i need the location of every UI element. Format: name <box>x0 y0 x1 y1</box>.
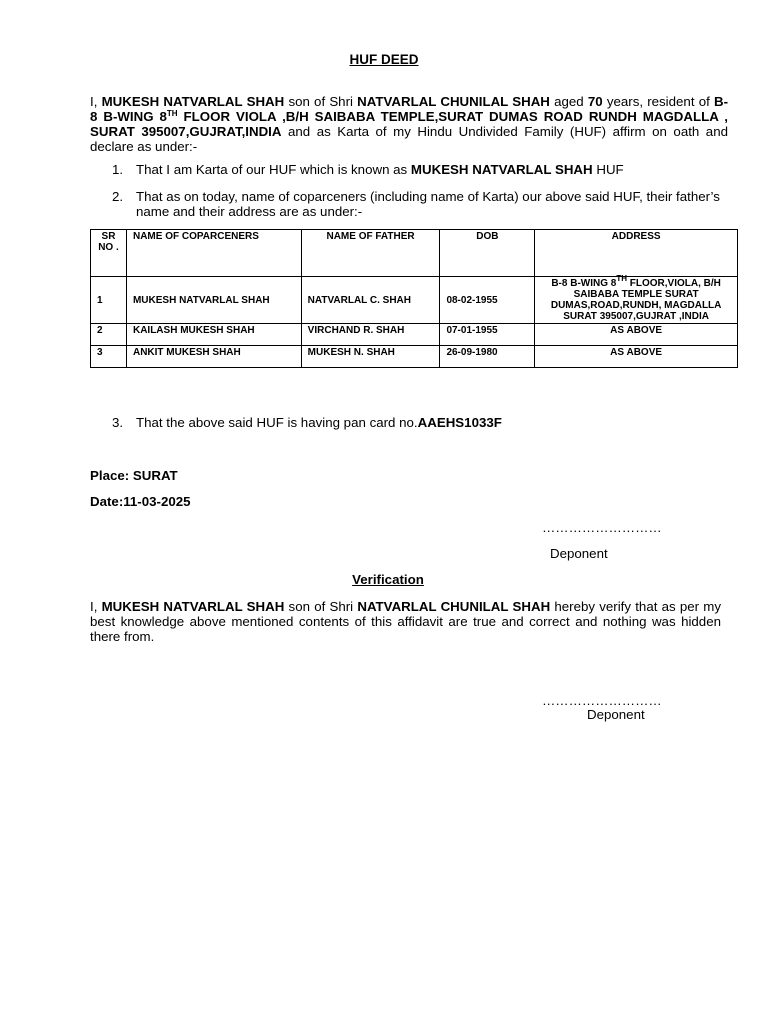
deponent-label: Deponent <box>587 707 645 722</box>
cell-dob: 26-09-1980 <box>440 346 535 368</box>
cell-address: AS ABOVE <box>535 346 738 368</box>
pan-number: AAEHS1033F <box>417 415 502 430</box>
verifier-name: MUKESH NATVARLAL SHAH <box>101 599 285 614</box>
father-name: NATVARLAL CHUNILAL SHAH <box>357 94 550 109</box>
cell-dob: 07-01-1955 <box>440 324 535 346</box>
header-dob: DOB <box>440 230 535 277</box>
huf-name: MUKESH NATVARLAL SHAH <box>410 162 593 177</box>
cell-sr: 3 <box>91 346 127 368</box>
clause-1: 1. That I am Karta of our HUF which is known as MUKESH NATVARLAL SHAH HUF <box>112 162 624 177</box>
cell-father: VIRCHAND R. SHAH <box>301 324 440 346</box>
cell-sr: 1 <box>91 277 127 324</box>
header-address: ADDRESS <box>535 230 738 277</box>
cell-sr: 2 <box>91 324 127 346</box>
header-father: NAME OF FATHER <box>301 230 440 277</box>
cell-name: MUKESH NATVARLAL SHAH <box>126 277 301 324</box>
clause-3: 3. That the above said HUF is having pan card no.AAEHS1033F <box>112 415 502 430</box>
coparceners-table <box>90 229 738 368</box>
header-coparcener: NAME OF COPARCENERS <box>126 230 301 277</box>
verification-paragraph: I, MUKESH NATVARLAL SHAH son of Shri NATVARLAL CHUNILAL SHAH hereby verify that as per my best knowledge above mentioned contents of this affidavit are true and correct and nothing was hidden there from. <box>90 599 722 644</box>
cell-father: MUKESH N. SHAH <box>301 346 440 368</box>
cell-address: AS ABOVE <box>535 324 738 346</box>
cell-name: KAILASH MUKESH SHAH <box>126 324 301 346</box>
age: 70 <box>587 94 603 109</box>
verification-title: Verification <box>352 572 424 587</box>
signature-line: ……………………… <box>542 693 662 708</box>
cell-name: ANKIT MUKESH SHAH <box>126 346 301 368</box>
intro-paragraph: I, MUKESH NATVARLAL SHAH son of Shri NATVARLAL CHUNILAL SHAH aged 70 years, resident of B-8 B-WING 8TH FLOOR VIOLA ,B/H SAIBABA TEMPLE,SURAT DUMAS ROAD RUNDH MAGDALLA , SURAT 395007,GUJRAT,INDIA and as Karta of my Hindu Undivided Family (HUF) affirm on oath and declare as under:- <box>90 94 728 154</box>
verifier-father: NATVARLAL CHUNILAL SHAH <box>357 599 551 614</box>
place: Place: SURAT <box>90 468 178 483</box>
deponent-label: Deponent <box>550 546 608 561</box>
clause-2: 2. That as on today, name of coparceners (including name of Karta) our above said HUF, their father’s name and their address are as under:- <box>112 189 720 219</box>
cell-address: B-8 B-WING 8TH FLOOR,VIOLA, B/H SAIBABA TEMPLE SURAT DUMAS,ROAD,RUNDH, MAGDALLA SURAT 395007,GUJRAT ,INDIA <box>535 277 738 324</box>
date: Date:11-03-2025 <box>90 494 191 509</box>
document-title: HUF DEED <box>349 52 419 67</box>
signature-line: ……………………… <box>542 520 662 535</box>
residence-address: B-8 B-WING 8TH FLOOR VIOLA ,B/H SAIBABA TEMPLE,SURAT DUMAS ROAD RUNDH MAGDALLA , SURAT 395007,GUJRAT,INDIA <box>90 94 728 139</box>
table-header-row <box>91 230 738 277</box>
table-row <box>91 324 738 346</box>
header-sr-no: SR NO . <box>91 230 127 277</box>
cell-father: NATVARLAL C. SHAH <box>301 277 440 324</box>
table-row <box>91 277 738 324</box>
deponent-name: MUKESH NATVARLAL SHAH <box>101 94 285 109</box>
table-row <box>91 346 738 368</box>
cell-dob: 08-02-1955 <box>440 277 535 324</box>
